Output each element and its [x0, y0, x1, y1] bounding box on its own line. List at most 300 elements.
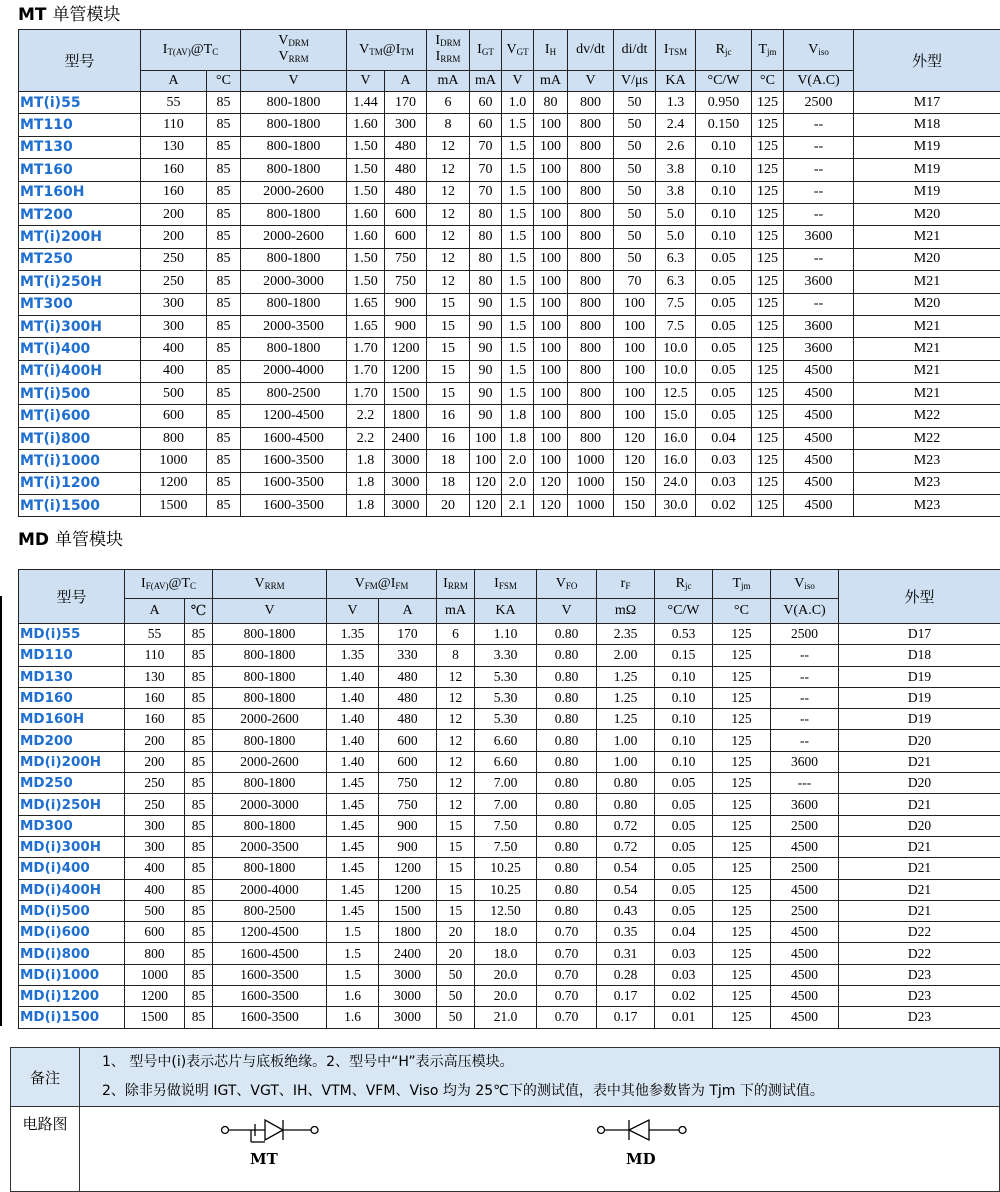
value-cell: 125 — [752, 450, 784, 472]
value-cell: 800-1800 — [213, 858, 327, 879]
value-cell: 18 — [427, 450, 470, 472]
value-cell: 2500 — [771, 900, 839, 921]
value-cell: 1.5 — [502, 248, 534, 270]
value-cell: 15 — [427, 315, 470, 337]
model-cell: MD250 — [19, 773, 125, 794]
value-cell: 3600 — [771, 794, 839, 815]
md-unit-6: KA — [475, 599, 537, 624]
value-cell: 0.03 — [696, 472, 752, 494]
value-cell: 800 — [568, 159, 614, 181]
mt-header-vdrm: $V_{DRM}$ $V_{RRM}$ — [241, 30, 347, 71]
value-cell: 55 — [141, 92, 207, 114]
value-cell: 250 — [125, 794, 185, 815]
value-cell: 800 — [568, 405, 614, 427]
model-cell: MT200 — [19, 203, 141, 225]
value-cell: -- — [784, 114, 854, 136]
value-cell: 800 — [125, 943, 185, 964]
value-cell: 1600-3500 — [213, 986, 327, 1007]
model-cell: MT(i)1000 — [19, 450, 141, 472]
value-cell: 250 — [141, 271, 207, 293]
value-cell: 300 — [385, 114, 427, 136]
value-cell: 85 — [207, 405, 241, 427]
value-cell: 100 — [534, 338, 568, 360]
table-row — [19, 836, 1000, 857]
value-cell: 80 — [470, 248, 502, 270]
value-cell: 1.5 — [502, 226, 534, 248]
value-cell: 2000-2600 — [213, 709, 327, 730]
value-cell: 1600-3500 — [213, 1007, 327, 1028]
value-cell: 400 — [141, 338, 207, 360]
table-row — [19, 1007, 1000, 1028]
value-cell: 250 — [141, 248, 207, 270]
notes-content — [80, 1048, 1000, 1107]
value-cell: 125 — [752, 203, 784, 225]
value-cell: --- — [771, 773, 839, 794]
value-cell: 1.40 — [327, 687, 379, 708]
value-cell: 200 — [125, 751, 185, 772]
value-cell: D21 — [839, 794, 1000, 815]
value-cell: 800-1800 — [213, 666, 327, 687]
value-cell: 125 — [752, 92, 784, 114]
value-cell: 125 — [713, 709, 771, 730]
value-cell: 1.44 — [347, 92, 385, 114]
value-cell: 800 — [568, 203, 614, 225]
value-cell: 800 — [568, 181, 614, 203]
value-cell: 16.0 — [656, 427, 696, 449]
value-cell: 120 — [534, 495, 568, 517]
value-cell: 2.1 — [502, 495, 534, 517]
model-cell: MT(i)400H — [19, 360, 141, 382]
value-cell: D23 — [839, 1007, 1000, 1028]
model-cell: MT300 — [19, 293, 141, 315]
value-cell: 1.00 — [597, 730, 655, 751]
value-cell: 160 — [141, 159, 207, 181]
value-cell: 750 — [385, 248, 427, 270]
value-cell: 800 — [568, 427, 614, 449]
value-cell: 3000 — [385, 472, 427, 494]
value-cell: 1000 — [141, 450, 207, 472]
value-cell: 85 — [185, 858, 213, 879]
value-cell: 1200-4500 — [213, 922, 327, 943]
value-cell: M21 — [854, 338, 1000, 360]
value-cell: 3000 — [379, 1007, 437, 1028]
value-cell: 85 — [207, 203, 241, 225]
value-cell: 0.80 — [537, 900, 597, 921]
value-cell: 0.15 — [655, 645, 713, 666]
value-cell: 2000-4000 — [213, 879, 327, 900]
value-cell: 0.05 — [696, 338, 752, 360]
mt-unit-11: KA — [656, 71, 696, 92]
md-header-viso: $V_{iso}$ — [771, 570, 839, 599]
value-cell: 100 — [614, 405, 656, 427]
value-cell: 1600-4500 — [213, 943, 327, 964]
value-cell: 2500 — [771, 815, 839, 836]
table-row — [19, 92, 1000, 114]
value-cell: 7.5 — [656, 293, 696, 315]
value-cell: D19 — [839, 666, 1000, 687]
value-cell: 400 — [141, 360, 207, 382]
value-cell: M22 — [854, 427, 1000, 449]
md-header-ifsm: $I_{FSM}$ — [475, 570, 537, 599]
model-cell: MT110 — [19, 114, 141, 136]
model-cell: MT(i)600 — [19, 405, 141, 427]
value-cell: M20 — [854, 293, 1000, 315]
value-cell: 750 — [379, 773, 437, 794]
value-cell: 100 — [534, 293, 568, 315]
value-cell: 125 — [752, 383, 784, 405]
value-cell: 85 — [185, 922, 213, 943]
value-cell: 800-1800 — [241, 293, 347, 315]
value-cell: 80 — [470, 203, 502, 225]
value-cell: 800-1800 — [241, 92, 347, 114]
model-cell: MD(i)1000 — [19, 964, 125, 985]
table-row — [19, 922, 1000, 943]
value-cell: D19 — [839, 687, 1000, 708]
value-cell: 85 — [185, 794, 213, 815]
value-cell: 50 — [614, 181, 656, 203]
value-cell: 125 — [713, 730, 771, 751]
value-cell: 0.10 — [696, 226, 752, 248]
value-cell: D23 — [839, 964, 1000, 985]
model-cell: MD160 — [19, 687, 125, 708]
value-cell: 100 — [534, 226, 568, 248]
value-cell: -- — [784, 203, 854, 225]
model-cell: MD(i)1200 — [19, 986, 125, 1007]
value-cell: 7.50 — [475, 836, 537, 857]
value-cell: 1.45 — [327, 836, 379, 857]
value-cell: 100 — [614, 338, 656, 360]
value-cell: 3600 — [771, 751, 839, 772]
value-cell: 90 — [470, 338, 502, 360]
mt-header-itsm: $I_{TSM}$ — [656, 30, 696, 71]
value-cell: 600 — [141, 405, 207, 427]
value-cell: 125 — [713, 687, 771, 708]
left-margin-mark — [0, 596, 2, 1026]
value-cell: 1.60 — [347, 226, 385, 248]
md-header-rf: $r_F$ — [597, 570, 655, 599]
value-cell: 1.8 — [347, 450, 385, 472]
value-cell: 1600-3500 — [213, 964, 327, 985]
value-cell: 125 — [752, 293, 784, 315]
value-cell: 1000 — [568, 450, 614, 472]
value-cell: 125 — [713, 666, 771, 687]
model-cell: MD(i)400H — [19, 879, 125, 900]
value-cell: 0.950 — [696, 92, 752, 114]
value-cell: D20 — [839, 730, 1000, 751]
value-cell: 125 — [713, 815, 771, 836]
value-cell: 50 — [614, 92, 656, 114]
value-cell: 12 — [437, 687, 475, 708]
model-cell: MD(i)1500 — [19, 1007, 125, 1028]
value-cell: 100 — [614, 315, 656, 337]
value-cell: 1600-4500 — [241, 427, 347, 449]
value-cell: 80 — [470, 271, 502, 293]
value-cell: 480 — [385, 159, 427, 181]
value-cell: 4500 — [771, 1007, 839, 1028]
value-cell: 12 — [437, 773, 475, 794]
table-row — [19, 879, 1000, 900]
value-cell: 1.40 — [327, 666, 379, 687]
value-cell: 0.80 — [537, 709, 597, 730]
value-cell: 125 — [713, 943, 771, 964]
value-cell: 125 — [713, 794, 771, 815]
value-cell: -- — [784, 136, 854, 158]
value-cell: 800 — [568, 293, 614, 315]
value-cell: 0.10 — [655, 751, 713, 772]
value-cell: 0.17 — [597, 986, 655, 1007]
value-cell: 125 — [752, 136, 784, 158]
value-cell: 1.45 — [327, 900, 379, 921]
md-header-vfm: $V_{FM}@I_{FM}$ — [327, 570, 437, 599]
value-cell: 16 — [427, 427, 470, 449]
value-cell: 6 — [437, 624, 475, 645]
mt-header-shape: 外型 — [854, 30, 1000, 92]
value-cell: 800-1800 — [241, 338, 347, 360]
value-cell: 4500 — [784, 472, 854, 494]
value-cell: 15 — [437, 879, 475, 900]
value-cell: 0.04 — [696, 427, 752, 449]
value-cell: 800 — [568, 383, 614, 405]
value-cell: 16 — [427, 405, 470, 427]
value-cell: 125 — [713, 858, 771, 879]
value-cell: 12 — [437, 730, 475, 751]
value-cell: 0.04 — [655, 922, 713, 943]
value-cell: 18.0 — [475, 943, 537, 964]
value-cell: 120 — [470, 472, 502, 494]
value-cell: 0.70 — [537, 943, 597, 964]
notes-label: 备注 — [11, 1048, 80, 1107]
mt-header-ih: $I_H$ — [534, 30, 568, 71]
value-cell: 10.0 — [656, 338, 696, 360]
model-cell: MD110 — [19, 645, 125, 666]
model-cell: MT(i)1200 — [19, 472, 141, 494]
value-cell: 1.50 — [347, 271, 385, 293]
table-row — [19, 338, 1000, 360]
value-cell: 100 — [534, 271, 568, 293]
value-cell: 0.10 — [655, 666, 713, 687]
value-cell: 1.5 — [327, 943, 379, 964]
value-cell: 15 — [437, 836, 475, 857]
value-cell: 85 — [207, 92, 241, 114]
value-cell: 600 — [379, 751, 437, 772]
table-row — [19, 203, 1000, 225]
mt-unit-8: mA — [534, 71, 568, 92]
value-cell: 6.60 — [475, 730, 537, 751]
value-cell: 90 — [470, 383, 502, 405]
mt-unit-1: °C — [207, 71, 241, 92]
value-cell: 1800 — [385, 405, 427, 427]
value-cell: 85 — [185, 815, 213, 836]
value-cell: 4500 — [784, 383, 854, 405]
value-cell: 1.5 — [327, 964, 379, 985]
value-cell: 2000-2600 — [241, 226, 347, 248]
value-cell: 85 — [185, 986, 213, 1007]
mt-header-tjm: $T_{jm}$ — [752, 30, 784, 71]
value-cell: 800-2500 — [213, 900, 327, 921]
value-cell: 85 — [185, 624, 213, 645]
value-cell: 90 — [470, 293, 502, 315]
table-row — [19, 986, 1000, 1007]
value-cell: 750 — [385, 271, 427, 293]
value-cell: 1.60 — [347, 203, 385, 225]
note-line-2: 2、除非另做说明 IGT、VGT、IH、VTM、VFM、Viso 均为 25℃下的测试值，表中其他参数皆为 Tjm 下的测试值。 — [80, 1077, 999, 1106]
value-cell: 1500 — [385, 383, 427, 405]
value-cell: 800 — [568, 248, 614, 270]
value-cell: 2400 — [379, 943, 437, 964]
value-cell: 7.5 — [656, 315, 696, 337]
value-cell: 15.0 — [656, 405, 696, 427]
value-cell: 1.10 — [475, 624, 537, 645]
mt-header-viso: $V_{iso}$ — [784, 30, 854, 71]
value-cell: 2.0 — [502, 450, 534, 472]
value-cell: 4500 — [771, 964, 839, 985]
value-cell: 0.28 — [597, 964, 655, 985]
md-unit-8: mΩ — [597, 599, 655, 624]
table-row — [19, 248, 1000, 270]
value-cell: 125 — [713, 645, 771, 666]
value-cell: 70 — [470, 181, 502, 203]
value-cell: 12 — [427, 271, 470, 293]
model-cell: MT(i)800 — [19, 427, 141, 449]
value-cell: 85 — [185, 773, 213, 794]
value-cell: 6.3 — [656, 271, 696, 293]
value-cell: 12 — [437, 666, 475, 687]
value-cell: 30.0 — [656, 495, 696, 517]
value-cell: 10.0 — [656, 360, 696, 382]
value-cell: 800 — [568, 271, 614, 293]
value-cell: 0.05 — [655, 773, 713, 794]
model-cell: MT(i)300H — [19, 315, 141, 337]
value-cell: 800-1800 — [213, 773, 327, 794]
value-cell: 50 — [614, 136, 656, 158]
value-cell: 600 — [385, 226, 427, 248]
value-cell: 1200 — [141, 472, 207, 494]
model-cell: MD200 — [19, 730, 125, 751]
value-cell: 800 — [568, 114, 614, 136]
mt-unit-2: V — [241, 71, 347, 92]
mt-unit-3: V — [347, 71, 385, 92]
value-cell: M19 — [854, 181, 1000, 203]
model-cell: MD(i)600 — [19, 922, 125, 943]
model-cell: MT(i)1500 — [19, 495, 141, 517]
value-cell: 0.03 — [655, 943, 713, 964]
value-cell: 100 — [534, 203, 568, 225]
value-cell: 5.30 — [475, 709, 537, 730]
value-cell: 12 — [427, 226, 470, 248]
table-row — [19, 709, 1000, 730]
value-cell: 1.60 — [347, 114, 385, 136]
md-unit-4: A — [379, 599, 437, 624]
value-cell: 1.50 — [347, 248, 385, 270]
value-cell: 400 — [125, 858, 185, 879]
value-cell: 85 — [207, 450, 241, 472]
value-cell: 85 — [185, 1007, 213, 1028]
table-row — [19, 687, 1000, 708]
value-cell: 12 — [437, 794, 475, 815]
value-cell: 7.00 — [475, 773, 537, 794]
value-cell: 3.8 — [656, 181, 696, 203]
value-cell: 3600 — [784, 226, 854, 248]
value-cell: 480 — [385, 181, 427, 203]
value-cell: 200 — [141, 226, 207, 248]
value-cell: 2000-2600 — [241, 181, 347, 203]
value-cell: 0.54 — [597, 879, 655, 900]
value-cell: 3000 — [379, 986, 437, 1007]
value-cell: 3600 — [784, 315, 854, 337]
md-unit-1: ℃ — [185, 599, 213, 624]
table-row — [19, 181, 1000, 203]
value-cell: 125 — [752, 159, 784, 181]
value-cell: 0.05 — [655, 794, 713, 815]
mt-thyristor-symbol — [215, 1110, 325, 1150]
value-cell: 0.80 — [537, 687, 597, 708]
value-cell: 50 — [614, 114, 656, 136]
value-cell: 130 — [125, 666, 185, 687]
value-cell: 0.10 — [696, 181, 752, 203]
value-cell: 1.5 — [502, 293, 534, 315]
value-cell: M23 — [854, 495, 1000, 517]
value-cell: 800-1800 — [241, 203, 347, 225]
value-cell: 85 — [207, 315, 241, 337]
value-cell: 125 — [752, 315, 784, 337]
md-unit-11: V(A.C) — [771, 599, 839, 624]
value-cell: 1.8 — [347, 495, 385, 517]
value-cell: 120 — [470, 495, 502, 517]
value-cell: 100 — [534, 450, 568, 472]
value-cell: 50 — [437, 986, 475, 1007]
value-cell: 1.65 — [347, 293, 385, 315]
value-cell: 0.80 — [537, 858, 597, 879]
value-cell: 5.0 — [656, 203, 696, 225]
md-unit-3: V — [327, 599, 379, 624]
table-row — [19, 495, 1000, 517]
value-cell: 125 — [752, 427, 784, 449]
value-cell: 1.25 — [597, 687, 655, 708]
value-cell: M21 — [854, 271, 1000, 293]
value-cell: 800-1800 — [241, 114, 347, 136]
value-cell: 12.50 — [475, 900, 537, 921]
value-cell: 1.45 — [327, 773, 379, 794]
md-unit-0: A — [125, 599, 185, 624]
value-cell: 125 — [752, 181, 784, 203]
value-cell: 85 — [185, 751, 213, 772]
value-cell: 12 — [427, 136, 470, 158]
value-cell: 0.05 — [696, 360, 752, 382]
value-cell: M21 — [854, 383, 1000, 405]
value-cell: 0.05 — [696, 405, 752, 427]
model-cell: MT(i)500 — [19, 383, 141, 405]
value-cell: 8 — [437, 645, 475, 666]
mt-unit-6: mA — [470, 71, 502, 92]
md-unit-2: V — [213, 599, 327, 624]
md-header-model: 型号 — [19, 570, 125, 624]
value-cell: 4500 — [771, 943, 839, 964]
md-unit-7: V — [537, 599, 597, 624]
value-cell: 1.8 — [502, 427, 534, 449]
value-cell: 4500 — [784, 495, 854, 517]
mt-unit-0: A — [141, 71, 207, 92]
value-cell: 2.2 — [347, 405, 385, 427]
value-cell: 0.05 — [655, 836, 713, 857]
value-cell: D21 — [839, 858, 1000, 879]
value-cell: D22 — [839, 943, 1000, 964]
value-cell: 160 — [125, 687, 185, 708]
value-cell: 1.40 — [327, 730, 379, 751]
value-cell: 500 — [125, 900, 185, 921]
model-cell: MT(i)400 — [19, 338, 141, 360]
value-cell: M18 — [854, 114, 1000, 136]
value-cell: 85 — [185, 964, 213, 985]
